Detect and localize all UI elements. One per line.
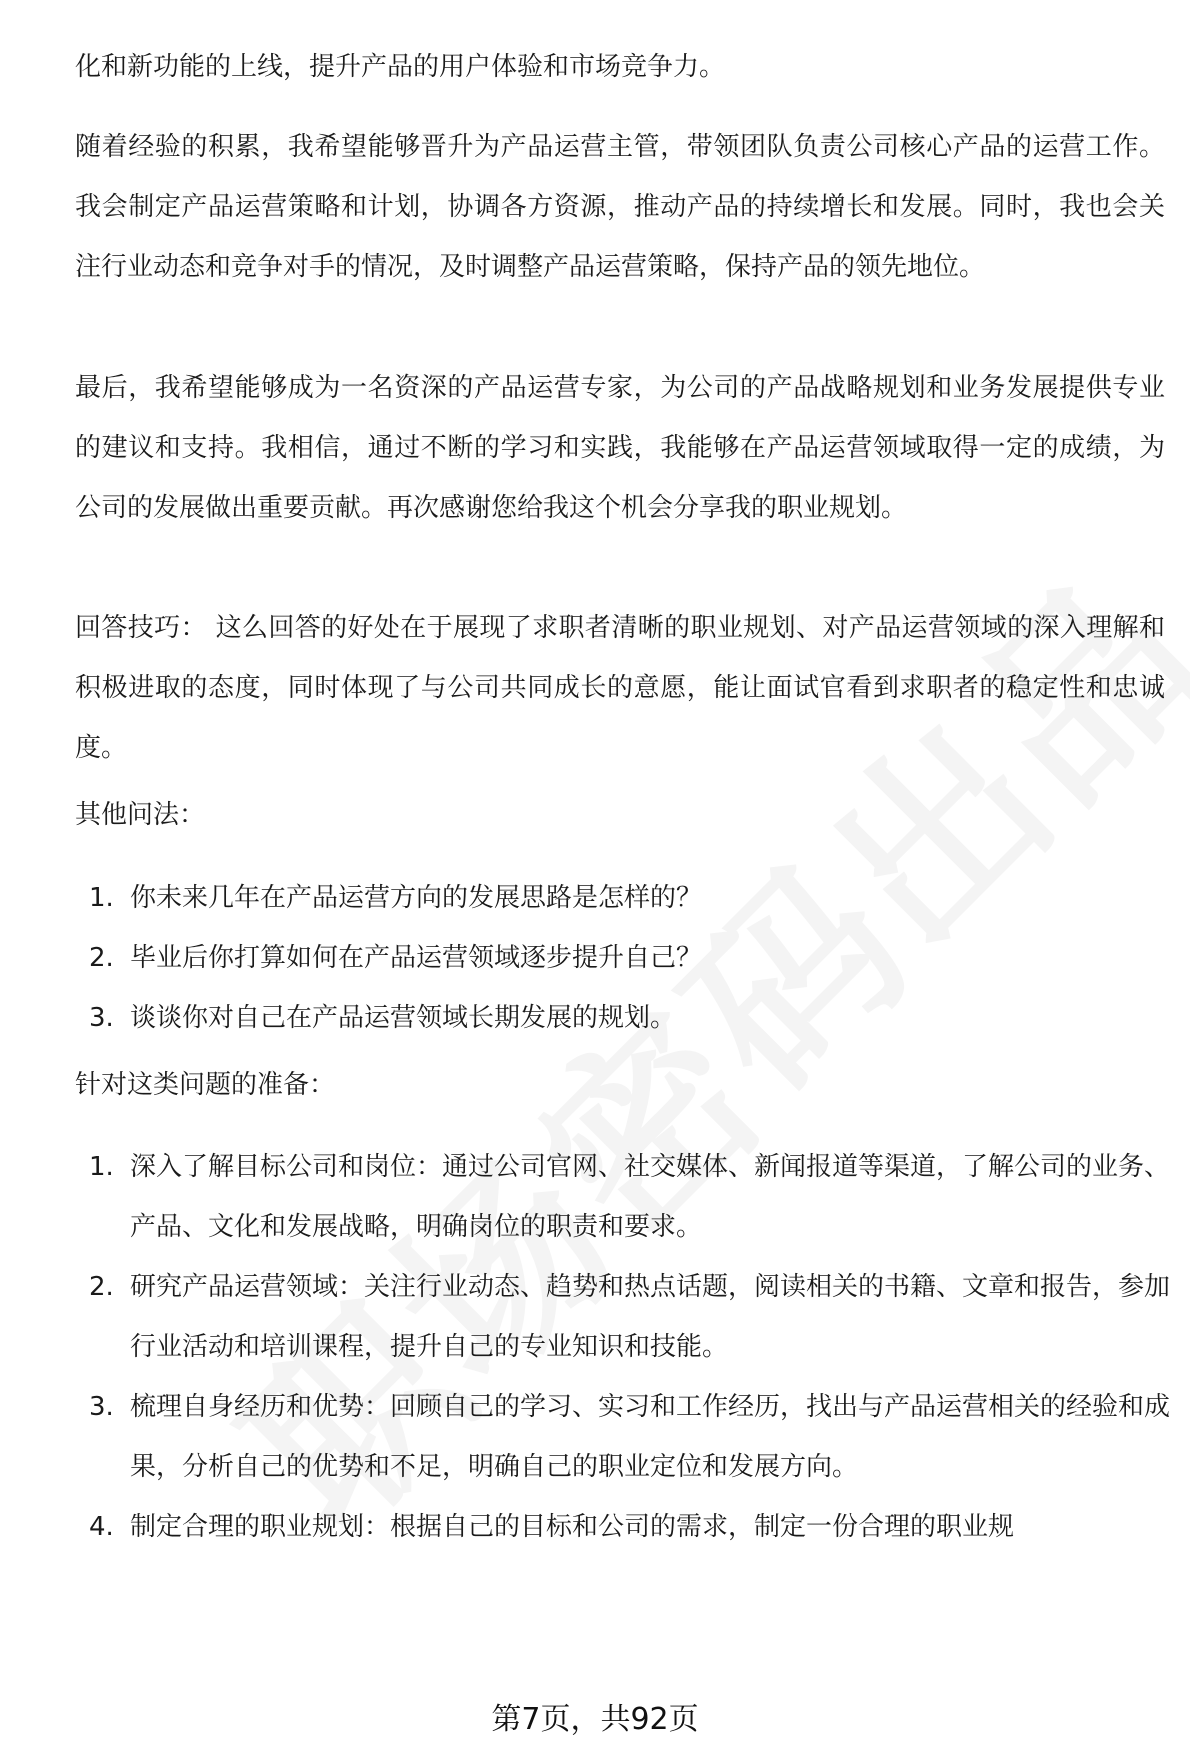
preparation-heading: 针对这类问题的准备：	[75, 1070, 336, 1100]
other-questions-list	[75, 868, 1170, 1048]
other-questions-heading: 其他问法：	[75, 800, 206, 830]
page-number: 第7页，共92页	[491, 1702, 699, 1737]
list-item: 1. 深入了解目标公司和岗位：通过公司官网、社交媒体、新闻报道等渠道，了解公司的业务、产品、文化和发展战略，明确岗位的职责和要求。	[89, 1152, 1171, 1242]
list-item: 2. 研究产品运营领域：关注行业动态、趋势和热点话题，阅读相关的书籍、文章和报告，参加行业活动和培训课程，提升自己的专业知识和技能。	[89, 1272, 1171, 1362]
paragraph-expert-goal: 最后，我希望能够成为一名资深的产品运营专家，为公司的产品战略规划和业务发展提供专业的建议和支持。我相信，通过不断的学习和实践，我能够在产品运营领域取得一定的成绩，为公司的发展做出重要贡献。再次感谢您给我这个机会分享我的职业规划。	[75, 373, 1165, 523]
preparation-list	[75, 1137, 1170, 1547]
list-item: 3. 梳理自身经历和优势：回顾自己的学习、实习和工作经历，找出与产品运营相关的经验和成果，分析自己的优势和不足，明确自己的职业定位和发展方向。	[89, 1392, 1171, 1482]
list-item: 3. 谈谈你对自己在产品运营领域长期发展的规划。	[89, 1003, 677, 1033]
paragraph-answer-tip: 回答技巧： 这么回答的好处在于展现了求职者清晰的职业规划、对产品运营领域的深入理解和积极进取的态度，同时体现了与公司共同成长的意愿，能让面试官看到求职者的稳定性和忠诚度。	[75, 613, 1165, 763]
list-item: 1. 你未来几年在产品运营方向的发展思路是怎样的？	[89, 883, 703, 913]
list-item: 2. 毕业后你打算如何在产品运营领域逐步提升自己？	[89, 943, 703, 973]
list-item: 4. 制定合理的职业规划：根据自己的目标和公司的需求，制定一份合理的职业规	[89, 1512, 1015, 1542]
paragraph-career-growth-end: 化和新功能的上线，提升产品的用户体验和市场竞争力。	[75, 52, 726, 82]
paragraph-promotion-goal: 随着经验的积累，我希望能够晋升为产品运营主管，带领团队负责公司核心产品的运营工作。我会制定产品运营策略和计划，协调各方资源，推动产品的持续增长和发展。同时，我也会关注行业动态和竞争对手的情况，及时调整产品运营策略，保持产品的领先地位。	[75, 132, 1165, 282]
